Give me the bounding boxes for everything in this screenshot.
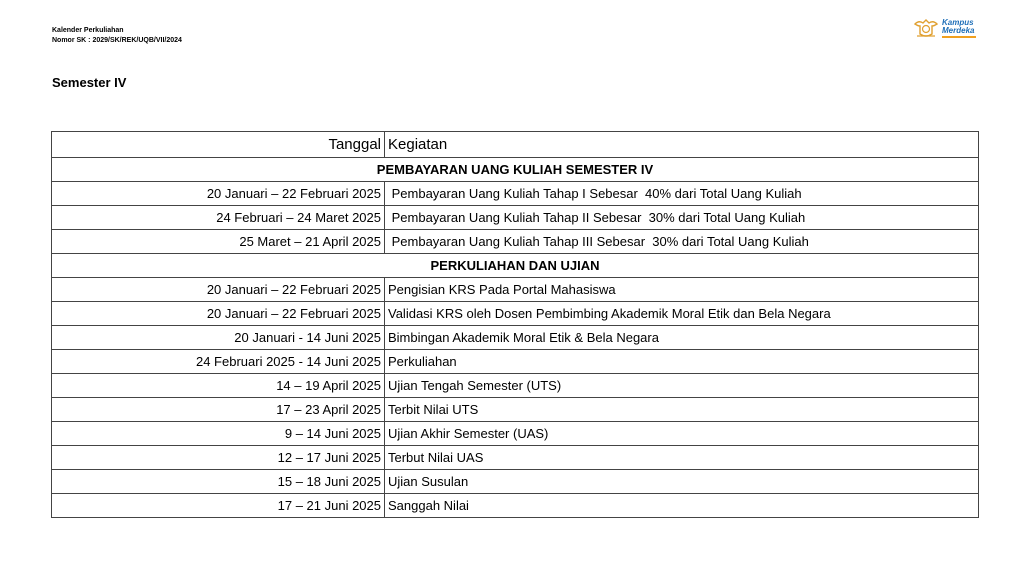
column-header-activity: Kegiatan xyxy=(385,132,979,158)
table-header-row xyxy=(52,132,979,158)
table-row xyxy=(52,326,979,350)
table-row xyxy=(52,230,979,254)
activity-cell: Pembayaran Uang Kuliah Tahap II Sebesar 30% dari Total Uang Kuliah xyxy=(385,206,979,230)
activity-cell: Ujian Akhir Semester (UAS) xyxy=(385,422,979,446)
date-cell: 20 Januari – 22 Februari 2025 xyxy=(52,302,385,326)
activity-cell: Pengisian KRS Pada Portal Mahasiswa xyxy=(385,278,979,302)
document-header xyxy=(52,26,182,46)
date-cell: 20 Januari – 22 Februari 2025 xyxy=(52,278,385,302)
activity-cell: Ujian Tengah Semester (UTS) xyxy=(385,374,979,398)
garuda-emblem-icon xyxy=(913,16,939,40)
date-cell: 24 Februari – 24 Maret 2025 xyxy=(52,206,385,230)
activity-cell: Validasi KRS oleh Dosen Pembimbing Akademik Moral Etik dan Bela Negara xyxy=(385,302,979,326)
column-header-date: Tanggal xyxy=(52,132,385,158)
table-row xyxy=(52,446,979,470)
table-row xyxy=(52,398,979,422)
table-row xyxy=(52,494,979,518)
kampus-merdeka-logo xyxy=(913,15,983,41)
table-row xyxy=(52,470,979,494)
schedule-table xyxy=(51,131,979,518)
table-row xyxy=(52,182,979,206)
table-row xyxy=(52,278,979,302)
logo-underline xyxy=(942,36,976,38)
activity-cell: Pembayaran Uang Kuliah Tahap I Sebesar 40% dari Total Uang Kuliah xyxy=(385,182,979,206)
section-row xyxy=(52,254,979,278)
semester-heading: Semester IV xyxy=(52,75,127,90)
date-cell: 20 Januari - 14 Juni 2025 xyxy=(52,326,385,350)
date-cell: 17 – 23 April 2025 xyxy=(52,398,385,422)
activity-cell: Terbut Nilai UAS xyxy=(385,446,979,470)
table-row xyxy=(52,374,979,398)
date-cell: 25 Maret – 21 April 2025 xyxy=(52,230,385,254)
section-row xyxy=(52,158,979,182)
logo-text-merdeka: Merdeka xyxy=(942,25,975,35)
activity-cell: Ujian Susulan xyxy=(385,470,979,494)
activity-cell: Terbit Nilai UTS xyxy=(385,398,979,422)
activity-cell: Pembayaran Uang Kuliah Tahap III Sebesar 30% dari Total Uang Kuliah xyxy=(385,230,979,254)
logo-text-kampus: Kampus xyxy=(942,17,974,27)
table-row xyxy=(52,302,979,326)
date-cell: 17 – 21 Juni 2025 xyxy=(52,494,385,518)
table-row xyxy=(52,206,979,230)
date-cell: 20 Januari – 22 Februari 2025 xyxy=(52,182,385,206)
date-cell: 12 – 17 Juni 2025 xyxy=(52,446,385,470)
table-row xyxy=(52,350,979,374)
section-title: PERKULIAHAN DAN UJIAN xyxy=(52,254,979,278)
date-cell: 9 – 14 Juni 2025 xyxy=(52,422,385,446)
table-row xyxy=(52,422,979,446)
date-cell: 14 – 19 April 2025 xyxy=(52,374,385,398)
date-cell: 24 Februari 2025 - 14 Juni 2025 xyxy=(52,350,385,374)
activity-cell: Sanggah Nilai xyxy=(385,494,979,518)
document-title: Kalender Perkuliahan xyxy=(52,27,124,34)
section-title: PEMBAYARAN UANG KULIAH SEMESTER IV xyxy=(52,158,979,182)
date-cell: 15 – 18 Juni 2025 xyxy=(52,470,385,494)
activity-cell: Perkuliahan xyxy=(385,350,979,374)
activity-cell: Bimbingan Akademik Moral Etik & Bela Negara xyxy=(385,326,979,350)
sk-number: Nomor SK : 2029/SK/REK/UQB/VII/2024 xyxy=(52,37,182,44)
